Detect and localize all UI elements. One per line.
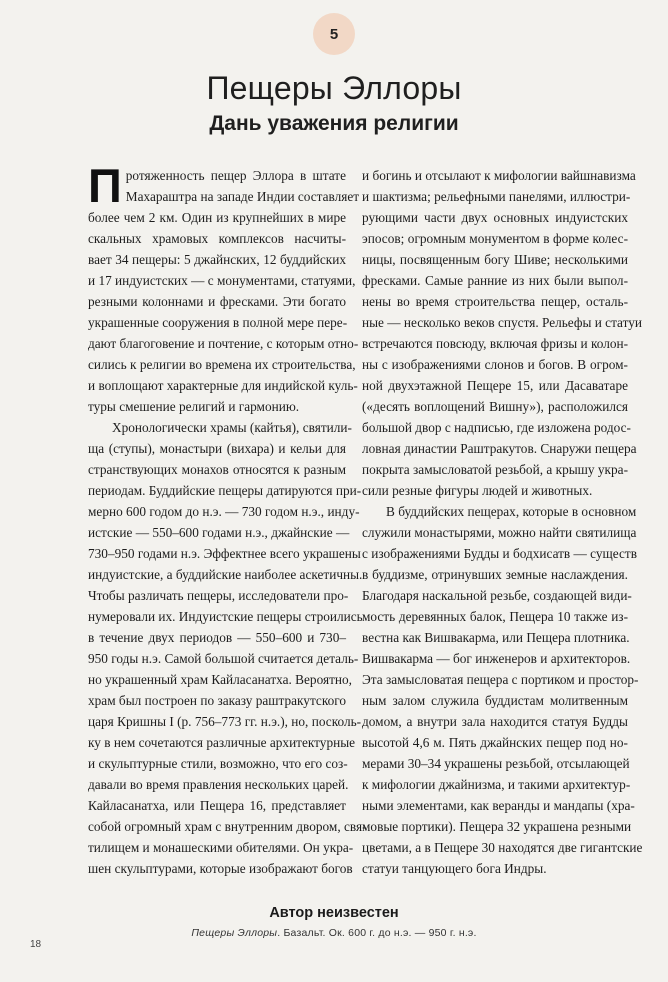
text-line: мость деревянных балок, Пещера 10 также из-	[362, 609, 628, 624]
text-line: покрыта замысловатой резьбой, а крышу укра-	[362, 462, 628, 477]
text-line: и скульптурные стили, возможно, что его соз-	[88, 756, 348, 771]
chapter-number: 5	[329, 25, 339, 43]
text-line: встречаются повсюду, включая фризы и колон-	[362, 336, 629, 351]
text-line: 950 годы н.э. Самой большой считается деталь-	[88, 651, 359, 666]
text-line: цветами, а в Пещере 30 находятся две гигантские	[362, 840, 643, 855]
text-line: В буддийских пещерах, которые в основном	[386, 504, 637, 519]
text-line: индуистские, а буддийские наиболее аскетичны.	[88, 567, 363, 582]
text-line: и 17 индуистских — с монументами, статуями,	[88, 273, 356, 288]
text-line: дают благоговение и почтение, с которым отно-	[88, 336, 359, 351]
dropcap-letter: П	[88, 159, 122, 212]
text-line: Кайласанатха, или Пещера 16, представляет	[88, 798, 346, 813]
text-line: и шактизма; рельефными панелями, иллюстри-	[362, 189, 631, 204]
text-line: и богинь и отсылают к мифологии вайшнавизма	[362, 168, 636, 183]
text-line: Эта замысловатая пещера с портиком и простор-	[362, 672, 639, 687]
text-line: украшенные сооружения в полной мере пере-	[88, 315, 348, 330]
text-line: Хронологически храмы (кайтья), святили-	[112, 420, 352, 435]
text-line: храм был построен по заказу раштракутского	[88, 693, 347, 708]
text-line: ща (ступы), монастыри (вихара) и кельи для	[88, 441, 346, 456]
text-line: Чтобы различать пещеры, исследователи про-	[88, 588, 349, 603]
text-line: и воплощают характерные для индийской куль-	[88, 378, 358, 393]
page-number: 18	[30, 939, 42, 950]
left-paragraph-2	[88, 417, 367, 879]
text-line: в течение двух периодов — 550–600 и 730–	[88, 630, 346, 645]
text-line: в буддизме, отринувших земные наслаждения.	[362, 567, 628, 582]
artwork-title: Пещеры Эллоры	[191, 927, 278, 939]
right-paragraph-1	[362, 165, 643, 501]
text-line: («десять воплощений Вишну»), расположился	[362, 399, 628, 414]
text-line: ницы, посвященным богу Шиве; несколькими	[362, 252, 628, 267]
page-title: Пещеры Эллоры	[206, 70, 462, 106]
text-line: фресками. Самые ранние из них были выпол-	[362, 273, 628, 288]
right-column	[362, 165, 643, 879]
text-line: шен скульптурами, которые изображают богов	[88, 861, 353, 876]
text-line: скальных храмовых комплексов насчиты-	[88, 231, 346, 246]
text-line: вестна как Вишвакарма, или Пещера плотника.	[362, 630, 630, 645]
text-line: периодам. Буддийские пещеры датируются при-	[88, 483, 362, 498]
text-line: нены во время строительства пещер, осталь-	[362, 294, 628, 309]
text-line: собой огромный храм с внутренним двором, свя-	[88, 819, 367, 834]
text-line: давали во время правления нескольких царей.	[88, 777, 349, 792]
chapter-number-badge	[313, 13, 355, 55]
text-line: высотой 4,6 м. Пять джайнских пещер под но-	[362, 735, 628, 750]
artwork-author: Автор неизвестен	[269, 905, 399, 921]
artwork-details: . Базальт. Ок. 600 г. до н.э. — 950 г. н.э.	[277, 927, 477, 939]
left-column	[88, 159, 367, 879]
text-line: Благодаря наскальной резьбе, создающей види-	[362, 588, 632, 603]
text-line: ротяженность пещер Эллора в штате	[125, 168, 346, 183]
text-line: большой двор с надписью, где изложена родос-	[362, 420, 631, 435]
text-line: странствующих монахов относятся к разным	[88, 462, 346, 477]
right-paragraph-2	[362, 501, 643, 879]
text-line: ку в нем сочетаются различные архитектурные	[88, 735, 356, 750]
text-line: ные — несколько веков спустя. Рельефы и статуи	[362, 315, 643, 330]
page-subtitle: Дань уважения религии	[209, 112, 459, 135]
text-line: мерно 600 годом до н.э. — 730 годом н.э., инду-	[88, 504, 360, 519]
text-line: царя Кришны I (р. 756–773 гг. н.э.), но, посколь-	[88, 714, 362, 729]
text-line: сили резные фигуры людей и животных.	[362, 483, 593, 498]
text-line: рующими части двух основных индуистских	[362, 210, 628, 225]
text-line: сились к религии во времена их строительства,	[88, 357, 356, 372]
text-line: ным залом служила буддистам молитвенным	[362, 693, 628, 708]
text-line: домом, а внутри зала находится статуя Будды	[362, 714, 628, 729]
text-line: ной двухэтажной Пещере 15, или Дасаватаре	[362, 378, 628, 393]
text-line: но украшенный храм Кайласанатха. Вероятно,	[88, 672, 352, 687]
text-line: Вишвакарма — бог инженеров и архитекторов.	[362, 651, 631, 666]
text-line: к мифологии джайнизма, и такими архитектур-	[362, 777, 631, 792]
text-line: с изображениями Будды и бодхисатв — существ	[362, 546, 637, 561]
text-line: вает 34 пещеры: 5 джайнских, 12 буддийских	[88, 252, 346, 267]
text-line: резными колоннами и фресками. Эти богато	[88, 294, 346, 309]
artwork-caption	[0, 927, 668, 939]
text-line: статуи танцующего бога Индры.	[362, 861, 547, 876]
text-line: мерами 30–34 украшены резьбой, отсылающей	[362, 756, 630, 771]
text-line: более чем 2 км. Один из крупнейших в мире	[88, 210, 346, 225]
text-line: тилищем и монашескими обителями. Он укра-	[88, 840, 354, 855]
text-line: ловная династии Раштракутов. Снаружи пещера	[362, 441, 637, 456]
text-line: истские — 550–600 годами н.э., джайнские —	[88, 525, 350, 540]
text-line: мовые портики). Пещера 32 украшена резными	[362, 819, 632, 834]
text-line: туры смешение религий и гармонию.	[88, 399, 300, 414]
text-line: служили монастырями, можно найти святилища	[362, 525, 637, 540]
text-line: ны с изображениями слонов и богов. В огром-	[362, 357, 628, 372]
text-line: 730–950 годами н.э. Эффектнее всего украшены	[88, 546, 361, 561]
text-line: ными элементами, как веранды и мандапы (хра-	[362, 798, 635, 813]
left-paragraph-1	[88, 159, 360, 417]
text-line: эпосов; огромным монументом в форме колес-	[362, 231, 628, 246]
text-line: нумеровали их. Индуистские пещеры строились	[88, 609, 363, 624]
text-line: Махараштра на западе Индии составляет	[125, 189, 360, 204]
